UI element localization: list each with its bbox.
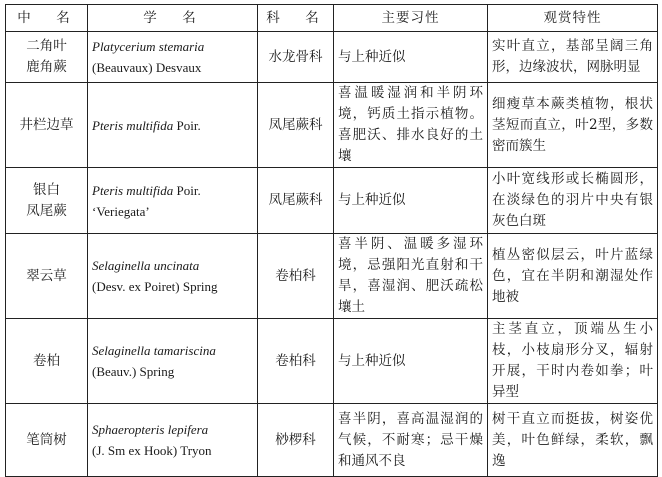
sci-author: (Beauv.) Spring <box>92 364 175 379</box>
family-cell: 凤尾蕨科 <box>258 83 334 168</box>
table-row <box>6 404 658 477</box>
sci-name-cell <box>88 168 258 234</box>
sci-author: Poir. <box>176 117 201 133</box>
sci-species: Platycerium stemaria <box>92 39 205 54</box>
sci-species: Pteris multifida <box>92 117 174 133</box>
cn-name-cell <box>6 83 88 168</box>
family-cell: 水龙骨科 <box>258 32 334 83</box>
sci-species: Sphaeropteris lepifera <box>92 422 209 437</box>
cn-name-cell <box>6 404 88 477</box>
habit-cell: 与上种近似 <box>334 319 488 404</box>
table-row <box>6 234 658 319</box>
habit-cell: 与上种近似 <box>334 32 488 83</box>
habit-cell: 喜半阴、温暖多湿环境，忌强阳光直射和干旱，喜湿润、肥沃疏松壤土 <box>334 234 488 319</box>
sci-species: Selaginella uncinata <box>92 258 200 273</box>
cn-name-line: 凤尾蕨 <box>26 202 67 219</box>
cn-name-line: 翠云草 <box>26 267 67 284</box>
habit-cell: 喜温暖湿润和半阴环境，钙质土指示植物。喜肥沃、排水良好的土壤 <box>334 83 488 168</box>
cn-name-line: 鹿角蕨 <box>26 59 67 75</box>
sci-name-cell <box>88 319 258 404</box>
ornamental-cell: 细瘦草本蕨类植物，根状茎短而直立，叶2型，多数密而簇生 <box>488 83 658 168</box>
sci-name-cell <box>88 83 258 168</box>
ornamental-cell: 植丛密似层云，叶片蓝绿色，宜在半阴和潮湿处作地被 <box>488 234 658 319</box>
sci-name-line <box>92 183 201 219</box>
sci-name-cell <box>88 32 258 83</box>
header-sci-name: 学 名 <box>88 5 258 32</box>
sci-name-cell <box>88 404 258 477</box>
cn-name-line: 笔筒树 <box>26 431 67 448</box>
sci-species: Selaginella tamariscina <box>92 343 216 358</box>
habit-cell: 与上种近似 <box>334 168 488 234</box>
family-cell: 卷柏科 <box>258 234 334 319</box>
header-family: 科 名 <box>258 5 334 32</box>
cn-name-cell <box>6 234 88 319</box>
header-habit: 主要习性 <box>334 5 488 32</box>
fern-table <box>5 4 658 477</box>
habit-cell: 喜半阴，喜高温湿润的气候，不耐寒；忌干燥和通风不良 <box>334 404 488 477</box>
sci-name-line <box>92 118 201 133</box>
family-cell: 桫椤科 <box>258 404 334 477</box>
cn-name-line: 银白 <box>33 181 60 198</box>
sci-species: Pteris multifida <box>92 182 174 198</box>
sci-author: (J. Sm ex Hook) Tryon <box>92 443 212 458</box>
ornamental-cell: 树干直立而挺拔，树姿优美，叶色鲜绿，柔软，飘逸 <box>488 404 658 477</box>
cn-name-line: 井栏边草 <box>19 116 74 133</box>
table-row <box>6 168 658 234</box>
table-row <box>6 32 658 83</box>
cn-name-line: 二角叶 <box>26 38 67 54</box>
cn-name-cell <box>6 32 88 83</box>
family-cell: 卷柏科 <box>258 319 334 404</box>
sci-author: (Beauvaux) Desvaux <box>92 60 202 75</box>
sci-name-cell <box>88 234 258 319</box>
cn-name-line: 卷柏 <box>33 352 60 369</box>
ornamental-cell: 主茎直立，顶端丛生小枝，小枝扇形分叉，辐射开展，干时内卷如拳；叶异型 <box>488 319 658 404</box>
header-cn-name: 中 名 <box>6 5 88 32</box>
header-row <box>6 5 658 32</box>
cn-name-cell <box>6 319 88 404</box>
header-ornamental: 观赏特性 <box>488 5 658 32</box>
sci-author: Poir. ‘Veriegata’ <box>92 182 201 219</box>
table-container <box>5 4 657 469</box>
sci-author: (Desv. ex Poiret) Spring <box>92 279 218 294</box>
ornamental-cell: 小叶宽线形或长椭圆形，在淡绿色的羽片中央有银灰色白斑 <box>488 168 658 234</box>
table-row <box>6 83 658 168</box>
ornamental-cell: 实叶直立，基部呈阔三角形，边缘波状，网脉明显 <box>488 32 658 83</box>
cn-name-cell <box>6 168 88 234</box>
table-row <box>6 319 658 404</box>
family-cell: 凤尾蕨科 <box>258 168 334 234</box>
